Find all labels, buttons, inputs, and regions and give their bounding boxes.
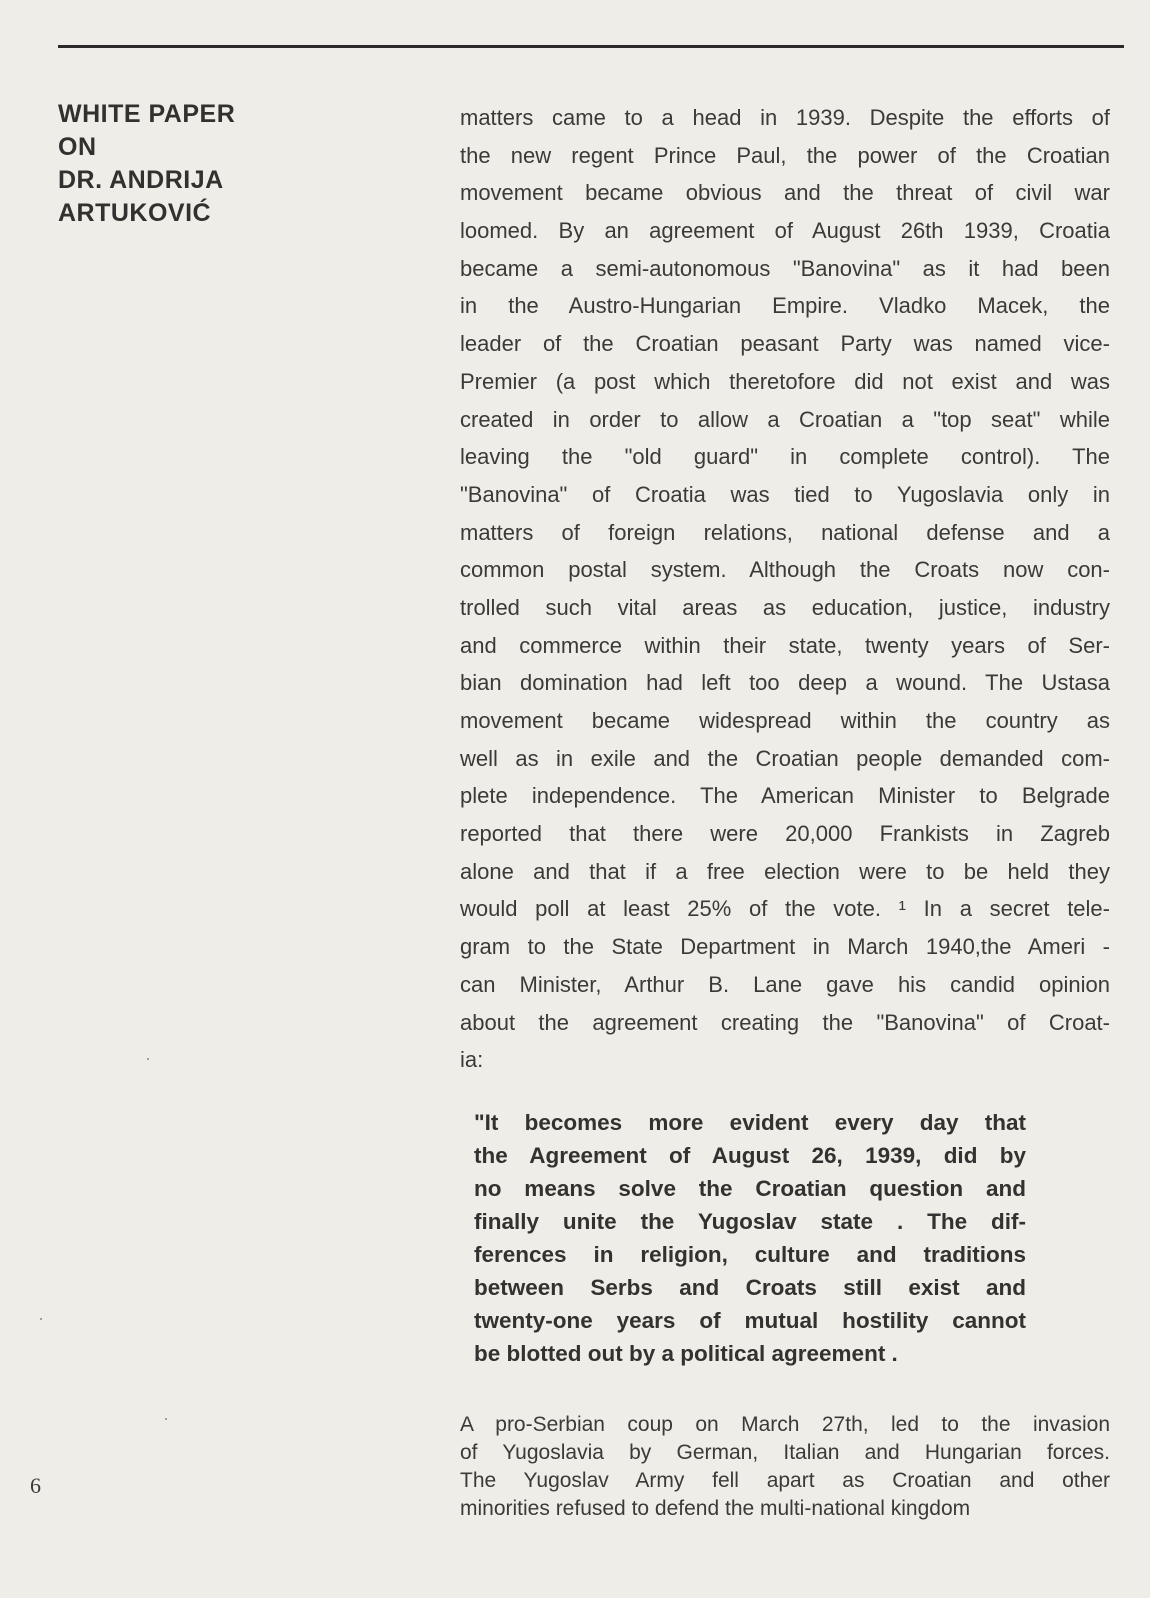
text-line: ia: (460, 1047, 484, 1073)
text-line: between Serbs and Croats still exist and (474, 1275, 1026, 1300)
paper-speck (40, 1318, 42, 1320)
text-line: can Minister, Arthur B. Lane gave his candid opinion (460, 971, 1110, 997)
text-line: would poll at least 25% of the vote. ¹ In a secret tele- (460, 896, 1110, 922)
text-line: alone and that if a free election were to be held they (460, 858, 1110, 884)
text-line: finally unite the Yugoslav state . The dif- (474, 1209, 1026, 1234)
title-line: ON (58, 133, 97, 161)
body-paragraph (460, 99, 1110, 1079)
text-line: movement became widespread within the country as (460, 708, 1110, 733)
title-line: WHITE PAPER (58, 100, 236, 128)
header-rule (58, 45, 1124, 48)
text-line: matters came to a head in 1939. Despite the efforts of (460, 105, 1110, 130)
text-line: trolled such vital areas as education, justice, industry (460, 594, 1110, 620)
text-line: the new regent Prince Paul, the power of the Croatian (460, 142, 1110, 168)
text-line: created in order to allow a Croatian a "top seat" while (460, 406, 1110, 432)
text-line: became a semi-autonomous "Banovina" as it had been (460, 255, 1110, 281)
paper-speck (147, 1058, 149, 1060)
text-line: "It becomes more evident every day that (474, 1110, 1026, 1135)
title-line: ARTUKOVIĆ (58, 199, 212, 227)
text-line: be blotted out by a political agreement . (474, 1341, 898, 1366)
text-line: leader of the Croatian peasant Party was named vice- (460, 331, 1110, 357)
page-number: 6 (30, 1473, 41, 1498)
text-line: ferences in religion, culture and traditions (474, 1242, 1026, 1267)
paper-speck (165, 1418, 167, 1420)
text-line: twenty-one years of mutual hostility cannot (474, 1308, 1026, 1333)
text-line: matters of foreign relations, national defense and a (460, 519, 1110, 545)
text-line: gram to the State Department in March 1940,the Ameri - (460, 934, 1110, 960)
block-quote (474, 1106, 1026, 1370)
text-line: reported that there were 20,000 Frankists in Zagreb (460, 821, 1110, 847)
text-line: loomed. By an agreement of August 26th 1939, Croatia (460, 218, 1110, 244)
text-line: Premier (a post which theretofore did not exist and was (460, 368, 1110, 394)
text-line: movement became obvious and the threat of civil war (460, 180, 1110, 206)
text-line: well as in exile and the Croatian people demanded com- (460, 745, 1110, 771)
text-line: "Banovina" of Croatia was tied to Yugoslavia only in (460, 481, 1110, 507)
closing-paragraph (460, 1411, 1110, 1523)
text-line: leaving the "old guard" in complete control). The (460, 444, 1110, 470)
text-line: in the Austro-Hungarian Empire. Vladko Macek, the (460, 293, 1110, 319)
text-line: A pro-Serbian coup on March 27th, led to the invasion (460, 1413, 1110, 1436)
title-line: DR. ANDRIJA (58, 166, 224, 194)
text-line: plete independence. The American Minister to Belgrade (460, 783, 1110, 809)
document-title (58, 98, 318, 230)
text-line: common postal system. Although the Croats now con- (460, 557, 1110, 583)
text-line: The Yugoslav Army fell apart as Croatian and other (460, 1469, 1110, 1492)
text-line: and commerce within their state, twenty years of Ser- (460, 632, 1110, 658)
text-line: about the agreement creating the "Banovina" of Croat- (460, 1009, 1110, 1035)
text-line: no means solve the Croatian question and (474, 1176, 1026, 1201)
text-line: minorities refused to defend the multi-national kingdom (460, 1497, 971, 1520)
text-line: the Agreement of August 26, 1939, did by (474, 1143, 1026, 1168)
text-line: of Yugoslavia by German, Italian and Hungarian forces. (460, 1441, 1110, 1464)
text-line: bian domination had left too deep a wound. The Ustasa (460, 670, 1110, 696)
